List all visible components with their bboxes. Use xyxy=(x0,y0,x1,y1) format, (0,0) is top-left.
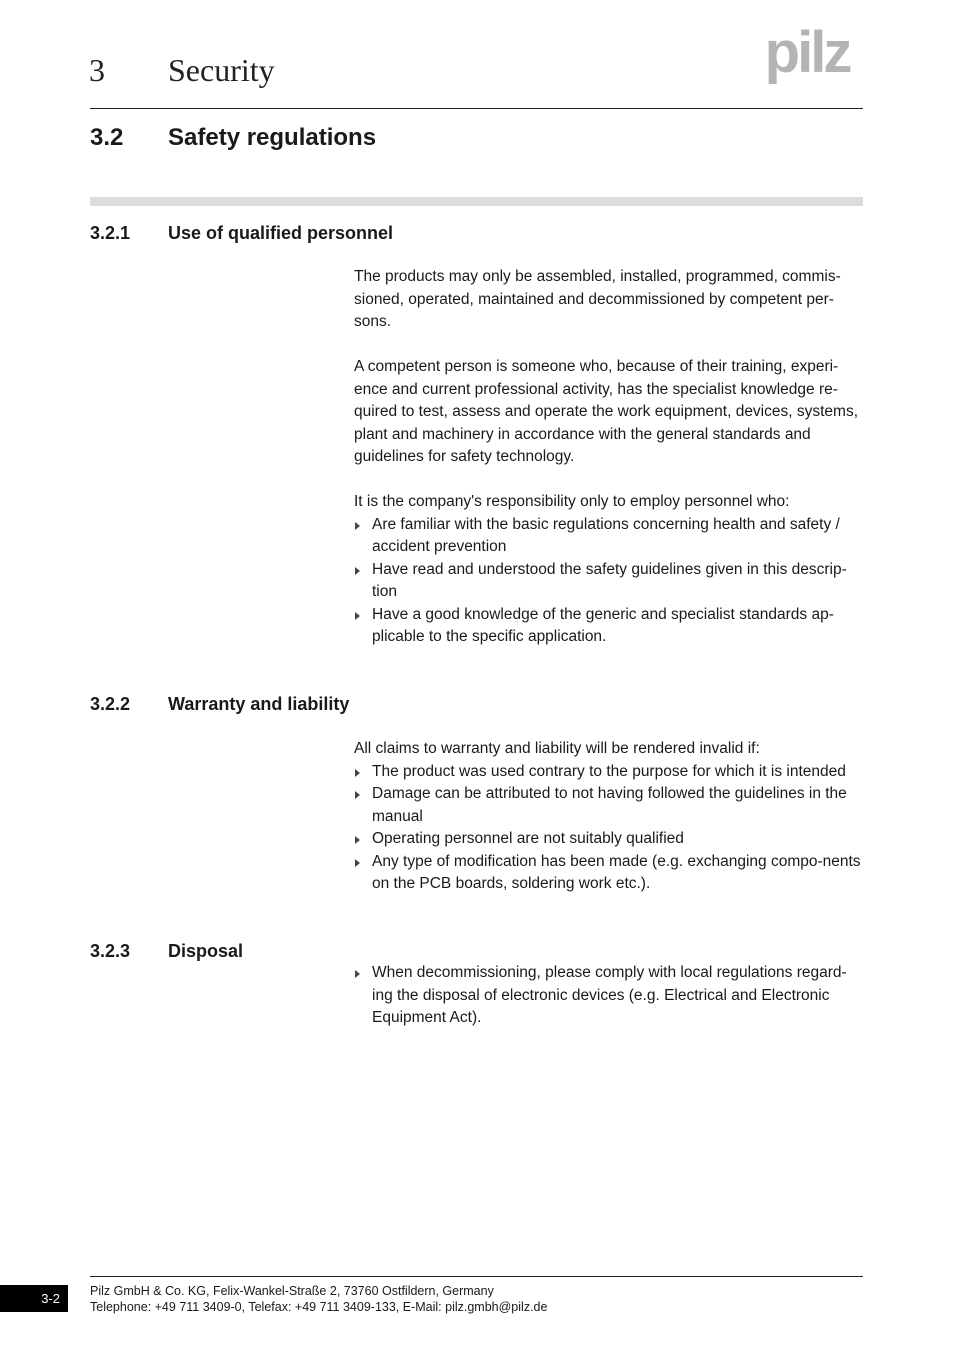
list-item-text: Have read and understood the safety guidelines given in this descrip-tion xyxy=(372,560,847,600)
list-item xyxy=(354,851,866,896)
bullet-arrow-icon xyxy=(355,567,360,575)
bullet-list xyxy=(354,761,866,896)
list-item-text: Any type of modification has been made (e.g. exchanging compo-nents on the PCB boards, soldering work etc.). xyxy=(372,852,861,892)
list-item xyxy=(354,761,866,784)
paragraph: It is the company's responsibility only to employ personnel who: xyxy=(354,493,790,510)
bullet-arrow-icon xyxy=(355,791,360,799)
paragraph: The products may only be assembled, installed, programmed, commis-sioned, operated, maintained and decommissioned by competent per-sons. xyxy=(354,268,841,330)
list-item xyxy=(354,962,866,1030)
subsection-number-322: 3.2.2 xyxy=(90,694,131,714)
bullet-list xyxy=(354,514,866,649)
warranty-body xyxy=(354,738,866,896)
bullet-arrow-icon xyxy=(355,612,360,620)
page-number: 3-2 xyxy=(0,1285,68,1312)
section-divider-bar xyxy=(90,197,863,206)
paragraph: All claims to warranty and liability will be rendered invalid if: xyxy=(354,740,760,757)
subsection-number-323: 3.2.3 xyxy=(90,941,131,961)
qualified-personnel-body xyxy=(354,266,866,649)
list-item xyxy=(354,783,866,828)
footer-line-address: Pilz GmbH & Co. KG, Felix-Wankel-Straße 2, 73760 Ostfildern, Germany xyxy=(90,1284,494,1298)
chapter-title: Security xyxy=(168,52,275,88)
chapter-number: 3 xyxy=(89,52,105,88)
list-item xyxy=(354,514,866,559)
disposal-body xyxy=(354,962,866,1030)
list-item xyxy=(354,604,866,649)
bullet-arrow-icon xyxy=(355,836,360,844)
list-item-text: Are familiar with the basic regulations concerning health and safety / accident prevention xyxy=(372,515,840,555)
bullet-arrow-icon xyxy=(355,859,360,867)
list-item xyxy=(354,828,866,851)
header-rule xyxy=(90,108,863,109)
list-item-text: When decommissioning, please comply with local regulations regard-ing the disposal of electronic devices (e.g. Electrical and Electronic Equipment Act). xyxy=(372,964,847,1026)
footer-address xyxy=(90,1283,547,1315)
section-title: Safety regulations xyxy=(168,124,377,151)
subsection-number-321: 3.2.1 xyxy=(90,223,131,243)
footer-rule xyxy=(90,1276,863,1277)
list-item-text: The product was used contrary to the purpose for which it is intended xyxy=(372,762,846,780)
bullet-list xyxy=(354,962,866,1030)
list-item xyxy=(354,559,866,604)
subsection-title-323: Disposal xyxy=(168,941,244,961)
pilz-logo xyxy=(748,28,866,94)
subsection-title-322: Warranty and liability xyxy=(168,694,350,714)
list-item-text: Operating personnel are not suitably qualified xyxy=(372,830,684,847)
bullet-arrow-icon xyxy=(355,970,360,978)
list-item-text: Damage can be attributed to not having followed the guidelines in the manual xyxy=(372,785,847,825)
bullet-arrow-icon xyxy=(355,769,360,777)
section-number: 3.2 xyxy=(90,124,124,151)
paragraph: A competent person is someone who, because of their training, experi-ence and current professional activity, has the specialist knowledge re-quired to test, assess and operate the work equipment, devices, systems, plant and machinery in accordance with the general standards and guidelines for safety technology. xyxy=(354,358,859,465)
footer-line-contact: Telephone: +49 711 3409-0, Telefax: +49 711 3409-133, E-Mail: pilz.gmbh@pilz.de xyxy=(90,1300,548,1314)
list-item-text: Have a good knowledge of the generic and specialist standards ap-plicable to the specific application. xyxy=(372,605,834,645)
bullet-arrow-icon xyxy=(355,522,360,530)
logo-text: pilz xyxy=(764,28,850,85)
subsection-title-321: Use of qualified personnel xyxy=(168,223,394,243)
